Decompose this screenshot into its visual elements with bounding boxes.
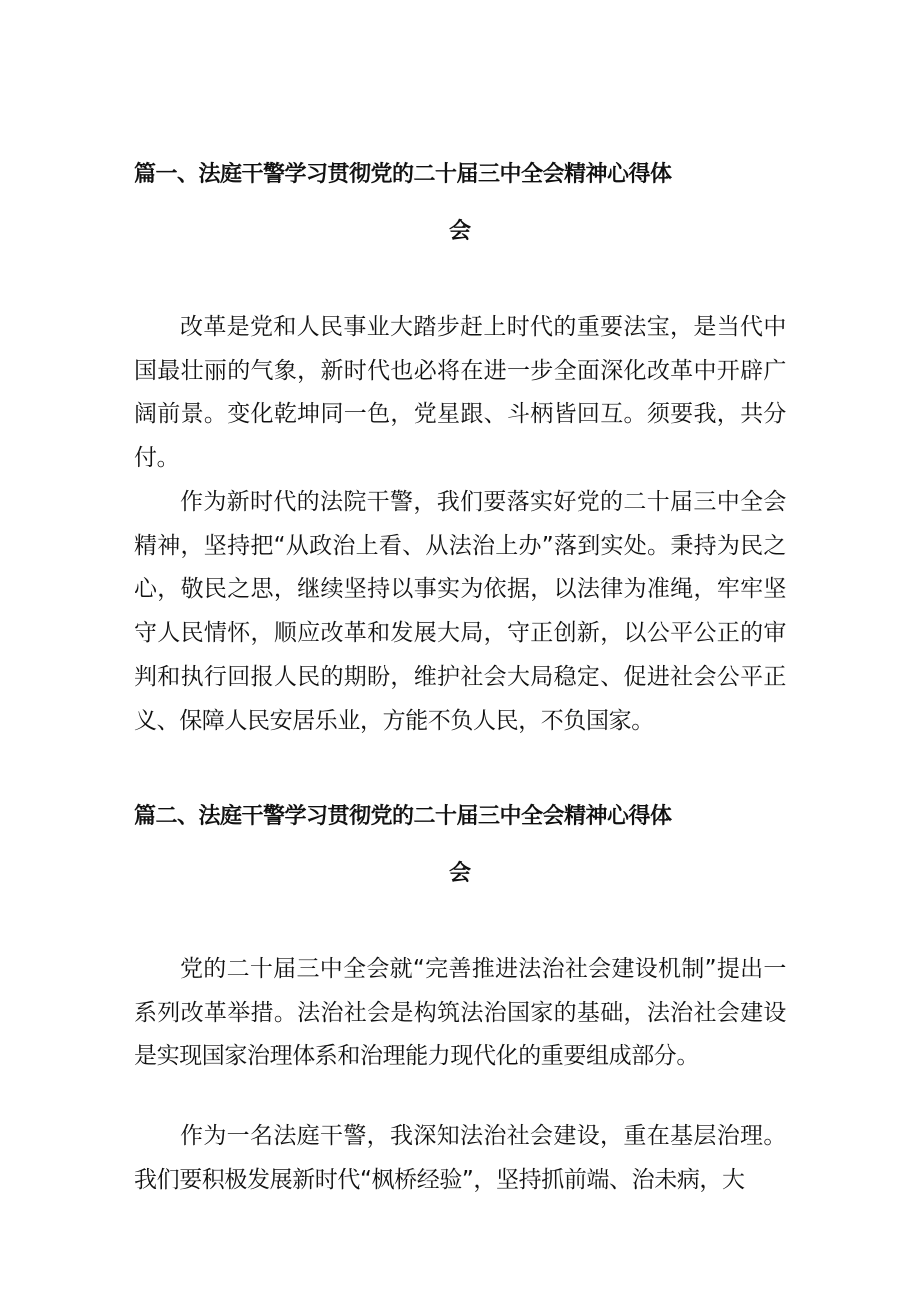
section-1-paragraph-2: 作为新时代的法院干警，我们要落实好党的二十届三中全会精神，坚持把“从政治上看、从法治上办”落到实处。秉持为民之心，敬民之思，继续坚持以事实为依据，以法律为准绳，牢牢坚守人民情怀，顺应改革和发展大局，守正创新，以公平公正的审判和执行回报人民的期盼，维护社会大局稳定、促进社会公平正义、保障人民安居乐业，方能不负人民，不负国家。 [134, 489, 786, 734]
section-2-heading: 篇二、法庭干警学习贯彻党的二十届三中全会精神心得体 [134, 804, 672, 829]
section-1-paragraph-1: 改革是党和人民事业大踏步赶上时代的重要法宝，是当代中国最壮丽的气象，新时代也必将在进一步全面深化改革中开辟广阔前景。变化乾坤同一色，党星跟、斗柄皆回互。须要我，共分付。 [134, 314, 786, 472]
section-1-heading-tail: 会 [448, 219, 471, 244]
section-1-heading: 篇一、法庭干警学习贯彻党的二十届三中全会精神心得体 [134, 162, 672, 187]
section-2-heading-tail: 会 [448, 861, 471, 886]
section-2-paragraph-1: 党的二十届三中全会就“完善推进法治社会建设机制”提出一系列改革举措。法治社会是构筑法治国家的基础，法治社会建设是实现国家治理体系和治理能力现代化的重要组成部分。 [134, 956, 786, 1070]
section-2-paragraph-2: 作为一名法庭干警，我深知法治社会建设，重在基层治理。我们要积极发展新时代“枫桥经验”，坚持抓前端、治未病，大 [134, 1123, 786, 1193]
